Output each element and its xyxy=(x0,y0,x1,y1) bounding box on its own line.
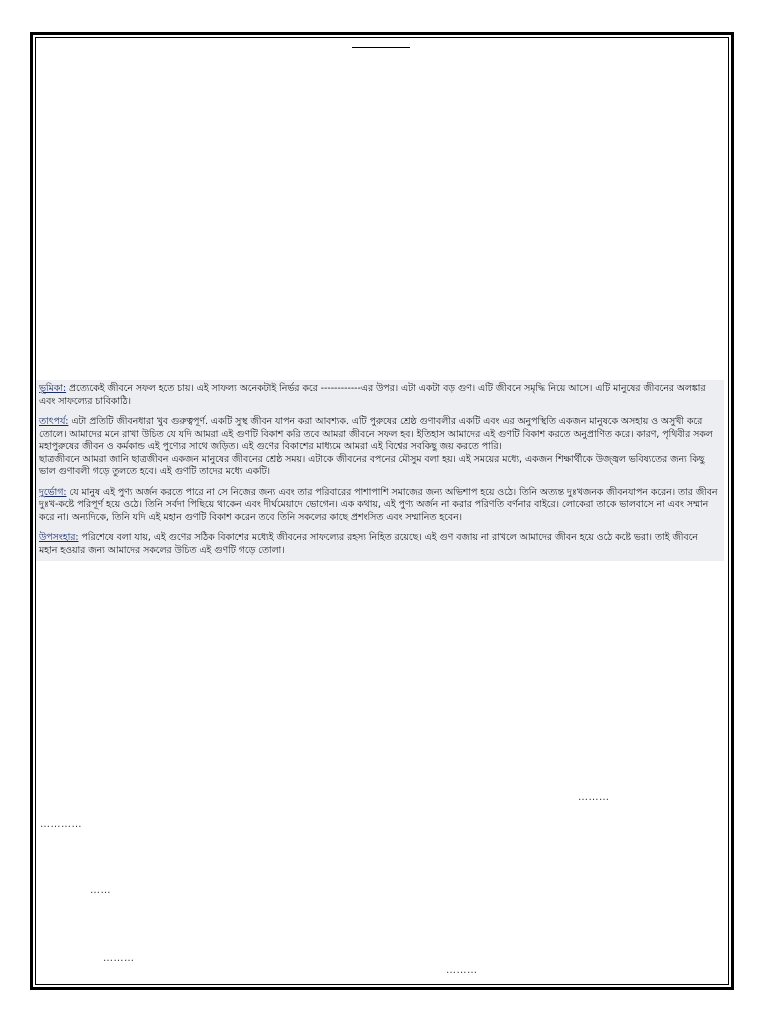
conclusion-paragraph xyxy=(39,532,718,557)
misfortune-paragraph xyxy=(39,487,718,525)
blank-placeholder: ……… xyxy=(578,792,610,803)
intro-paragraph xyxy=(39,383,718,408)
blank-placeholder: ……… xyxy=(103,953,135,964)
student-life-text: ছাত্রজীবনে আমরা জানি ছাত্রজীবন একজন মানুষের জীবনের শ্রেষ্ঠ সময়। এটাকে জীবনের বপনের মৌসুম বলা হয়। এই সময়ের মধ্যে, একজন শিক্ষার্থীকে উজ্জ্বল ভবিষ্যতের জন্য কিছু ভাল গুণাবলী গড়ে তুলতে হবে। এই গুণটি তাদের মধ্যে একটি। xyxy=(39,453,705,477)
intro-heading: ভূমিকা: xyxy=(39,383,67,394)
student-life-paragraph xyxy=(39,454,718,479)
essay-body xyxy=(36,380,724,561)
significance-paragraph xyxy=(39,416,718,454)
misfortune-text: যে মানুষ এই পুণ্য অর্জন করতে পারে না সে নিজের জন্য এবং তার পরিবারের পাশাপাশি সমাজের জন্য অভিশাপ হয়ে ওঠে। তিনি অত্যন্ত দুঃখজনক জীবনযাপন করেন। তার জীবন দুঃখ-কষ্টে পরিপূর্ণ হয়ে ওঠে। তিনি সর্বদা পিছিয়ে থাকেন এবং দীর্ঘমেয়াদে ভোগেন। এক কথায়, এই পুণ্য অর্জন না করার পরিণতি বর্ণনার বাইরে। লোকেরা তাকে ভালবাসে না এবং সম্মান করে না। অন্যদিকে, তিনি যদি এই মহান গুণটি বিকাশ করেন তবে তিনি সকলের কাছে প্রশংসিত এবং সম্মানিত হবেন। xyxy=(39,486,718,523)
conclusion-heading: উপসংহার: xyxy=(39,532,79,543)
blank-placeholder: ……… xyxy=(446,965,478,976)
blank-placeholder: …… xyxy=(90,885,111,896)
title-underline xyxy=(352,47,410,48)
significance-text: এটা প্রতিটি জীবনধারা খুব গুরুত্বপূর্ণ. একটি সুস্থ জীবন যাপন করা আবশ্যক. এটি পুরুষের শ্রেষ্ঠ গুণাবলীর একটি এবং এর অনুপস্থিতি একজন মানুষকে অসহায় ও অসুখী করে তোলে। আমাদের মনে রাখা উচিত যে যদি আমরা এই গুণটি বিকাশ করি তবে আমরা জীবনে সফল হব। ইতিহাস আমাদের এই গুণটি বিকাশ করতে অনুপ্রাণিত করে। কারণ, পৃথিবীর সকল মহাপুরুষের জীবন ও কর্মকান্ড এই পুণ্যের সাথে জড়িত। এই গুণের বিকাশের মাধ্যমে আমরা এই বিশ্বের সবকিছু জয় করতে পারি। xyxy=(39,416,713,452)
blank-placeholder: ………… xyxy=(40,819,82,830)
intro-text: প্রত্যেকেই জীবনে সফল হতে চায়। এই সাফল্য অনেকটাই নির্ভর করে ------------এর উপর। এটা একটা বড় গুণ। এটি জীবনে সমৃদ্ধি নিয়ে আসে। এটি মানুষের জীবনের অলঙ্কার এবং সাফল্যের চাবিকাঠি। xyxy=(39,383,706,407)
significance-heading: তাৎপর্য: xyxy=(39,416,69,427)
conclusion-text: পরিশেষে বলা যায়, এই গুণের সঠিক বিকাশের মধ্যেই জীবনের সাফল্যের রহস্য নিহিত রয়েছে। এই গুণ বজায় না রাখলে আমাদের জীবন হয়ে ওঠে কষ্টে ভরা। তাই জীবনে মহান হওয়ার জন্য আমাদের সকলের উচিত এই গুণটি গড়ে তোলা। xyxy=(39,532,698,556)
misfortune-heading: দুর্ভোগ: xyxy=(39,486,67,498)
